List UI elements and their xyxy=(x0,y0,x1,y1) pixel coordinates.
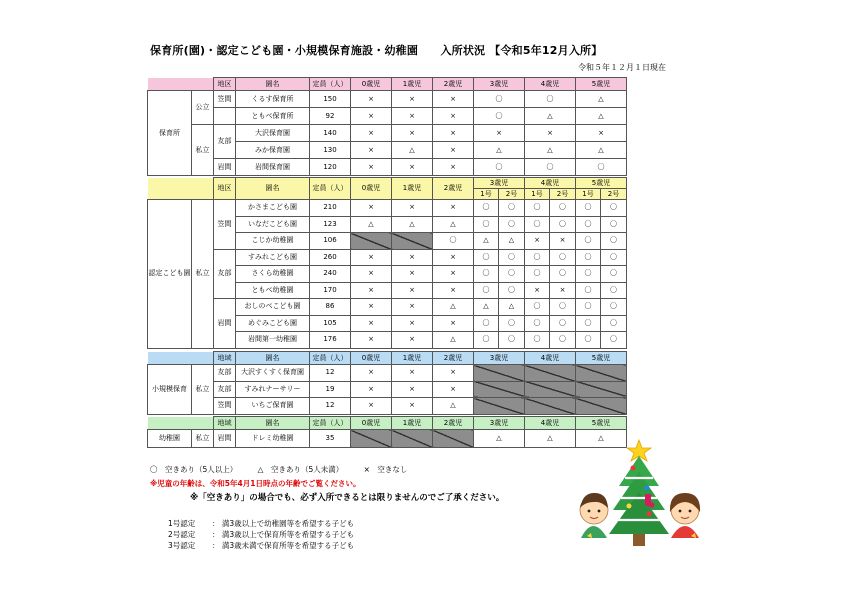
capacity-cell: 140 xyxy=(310,125,351,142)
boy-figure xyxy=(580,493,608,538)
status-cell: × xyxy=(351,299,392,316)
legend xyxy=(150,464,425,475)
header-row xyxy=(148,352,627,365)
header-name: 園名 xyxy=(236,78,310,91)
status-cell: 〇 xyxy=(550,266,576,283)
district-cell: 笠間 xyxy=(214,200,236,250)
capacity-cell: 105 xyxy=(310,315,351,332)
facility-name: いなだこども園 xyxy=(236,216,310,233)
status-cell: × xyxy=(392,200,433,217)
facility-name: ともべ保育所 xyxy=(236,108,310,125)
district-cell: 岩間 xyxy=(214,430,236,448)
status-cell: × xyxy=(576,125,627,142)
status-cell: 〇 xyxy=(601,282,627,299)
header-age1: 1歳児 xyxy=(392,78,433,91)
definition-label: 3号認定 xyxy=(168,541,196,550)
header-age2: 2歳児 xyxy=(433,78,474,91)
status-cell: 〇 xyxy=(576,233,601,250)
header-age5: 5歳児 xyxy=(576,78,627,91)
capacity-cell: 150 xyxy=(310,91,351,108)
girl-figure xyxy=(670,493,700,538)
status-cell: × xyxy=(351,315,392,332)
not-applicable-cell xyxy=(576,381,627,398)
not-applicable-cell xyxy=(433,430,474,448)
status-cell: 〇 xyxy=(550,249,576,266)
header-age4: 4歳児 xyxy=(525,417,576,430)
status-cell: △ xyxy=(474,142,525,159)
facility-name: かさまこども園 xyxy=(236,200,310,217)
not-applicable-cell xyxy=(525,381,576,398)
facility-name: ドレミ幼稚園 xyxy=(236,430,310,448)
status-cell: 〇 xyxy=(474,108,525,125)
status-cell: △ xyxy=(433,398,474,415)
header-age1: 1歳児 xyxy=(392,178,433,200)
definition-row xyxy=(168,529,354,540)
status-cell: 〇 xyxy=(474,282,499,299)
status-cell: × xyxy=(351,159,392,176)
definition-row xyxy=(168,518,354,529)
category-label: 小規模保育 xyxy=(148,365,192,415)
header-age5: 5歳児 xyxy=(576,178,627,189)
status-cell: × xyxy=(351,332,392,349)
facility-name: こじか幼稚園 xyxy=(236,233,310,250)
status-cell: × xyxy=(550,282,576,299)
facility-name: さくら幼稚園 xyxy=(236,266,310,283)
district-cell: 岩間 xyxy=(214,299,236,349)
definition-separator: ： xyxy=(212,530,220,539)
capacity-cell: 123 xyxy=(310,216,351,233)
facility-name: すみれこども園 xyxy=(236,249,310,266)
not-applicable-cell xyxy=(576,398,627,415)
table-row xyxy=(148,299,627,316)
status-cell: 〇 xyxy=(576,216,601,233)
status-cell: × xyxy=(351,282,392,299)
status-cell: × xyxy=(433,200,474,217)
status-cell: × xyxy=(351,142,392,159)
not-applicable-cell xyxy=(576,365,627,382)
table-row xyxy=(148,108,627,125)
header-name: 園名 xyxy=(236,178,310,200)
category-label: 保育所 xyxy=(148,91,192,176)
definition-label: 1号認定 xyxy=(168,519,196,528)
status-cell: × xyxy=(351,381,392,398)
status-cell: △ xyxy=(525,142,576,159)
facility-name: ともべ幼稚園 xyxy=(236,282,310,299)
definition-label: 2号認定 xyxy=(168,530,196,539)
header-g2: 2号 xyxy=(499,189,525,200)
table-row xyxy=(148,200,627,217)
not-applicable-cell xyxy=(392,430,433,448)
header-capacity: 定員（人） xyxy=(310,417,351,430)
facility-name: くるす保育所 xyxy=(236,91,310,108)
status-cell: 〇 xyxy=(474,249,499,266)
not-applicable-cell xyxy=(392,233,433,250)
header-g1: 1号 xyxy=(474,189,499,200)
status-cell: 〇 xyxy=(474,159,525,176)
header-age1: 1歳児 xyxy=(392,352,433,365)
status-cell: × xyxy=(392,159,433,176)
status-cell: 〇 xyxy=(474,332,499,349)
status-cell: 〇 xyxy=(550,332,576,349)
status-cell: 〇 xyxy=(499,332,525,349)
status-cell: △ xyxy=(576,91,627,108)
status-cell: × xyxy=(351,91,392,108)
status-cell: 〇 xyxy=(525,216,550,233)
header-age3: 3歳児 xyxy=(474,352,525,365)
facility-name: 大沢保育園 xyxy=(236,125,310,142)
not-applicable-cell xyxy=(525,398,576,415)
status-cell: 〇 xyxy=(601,332,627,349)
status-cell: 〇 xyxy=(525,91,576,108)
table-row xyxy=(148,398,627,415)
header-row xyxy=(148,78,627,91)
header-capacity: 定員（人） xyxy=(310,78,351,91)
ornament xyxy=(627,504,632,509)
header-age3: 3歳児 xyxy=(474,178,525,189)
ownership-label: 公立 xyxy=(192,91,214,125)
status-cell: 〇 xyxy=(550,216,576,233)
status-cell: 〇 xyxy=(550,299,576,316)
status-cell: 〇 xyxy=(550,200,576,217)
status-cell: △ xyxy=(433,299,474,316)
kodomoen-table xyxy=(147,177,627,349)
header-district: 地域 xyxy=(214,417,236,430)
status-cell: × xyxy=(433,365,474,382)
status-cell: △ xyxy=(525,430,576,448)
header-age2: 2歳児 xyxy=(433,352,474,365)
header-age4: 4歳児 xyxy=(525,78,576,91)
status-cell: × xyxy=(433,125,474,142)
facility-name: 岩間第一幼稚園 xyxy=(236,332,310,349)
district-cell: 友部 xyxy=(214,381,236,398)
status-cell: △ xyxy=(433,216,474,233)
status-cell: △ xyxy=(576,142,627,159)
facility-name: いちご保育園 xyxy=(236,398,310,415)
status-cell: × xyxy=(351,266,392,283)
status-cell: × xyxy=(351,108,392,125)
status-cell: 〇 xyxy=(499,200,525,217)
status-cell: △ xyxy=(576,108,627,125)
legend-circle: 〇 空きあり（5人以上） xyxy=(150,465,238,474)
category-label: 幼稚園 xyxy=(148,430,192,448)
ownership-label: 私立 xyxy=(192,125,214,176)
status-cell: × xyxy=(351,249,392,266)
status-cell: × xyxy=(433,266,474,283)
district-cell: 友部 xyxy=(214,249,236,299)
status-cell: × xyxy=(351,200,392,217)
status-cell: 〇 xyxy=(525,200,550,217)
status-cell: × xyxy=(433,91,474,108)
header-district: 地区 xyxy=(214,178,236,200)
status-cell: × xyxy=(392,249,433,266)
not-applicable-cell xyxy=(474,398,525,415)
ornament xyxy=(631,466,636,471)
capacity-cell: 240 xyxy=(310,266,351,283)
capacity-cell: 120 xyxy=(310,159,351,176)
status-cell: △ xyxy=(474,299,499,316)
table-row xyxy=(148,249,627,266)
status-cell: × xyxy=(351,398,392,415)
status-cell: 〇 xyxy=(601,216,627,233)
status-cell: △ xyxy=(474,430,525,448)
header-age1: 1歳児 xyxy=(392,417,433,430)
status-cell: 〇 xyxy=(499,216,525,233)
status-cell: 〇 xyxy=(474,200,499,217)
status-cell: 〇 xyxy=(525,315,550,332)
table-row xyxy=(148,381,627,398)
status-cell: 〇 xyxy=(576,282,601,299)
hoikusho-table xyxy=(147,77,627,176)
ownership-label: 私立 xyxy=(192,365,214,415)
status-cell: 〇 xyxy=(576,299,601,316)
status-cell: × xyxy=(392,266,433,283)
capacity-cell: 210 xyxy=(310,200,351,217)
status-cell: × xyxy=(392,125,433,142)
header-age5: 5歳児 xyxy=(576,352,627,365)
status-cell: 〇 xyxy=(601,266,627,283)
status-cell: × xyxy=(433,249,474,266)
ownership-label: 私立 xyxy=(192,200,214,349)
status-cell: × xyxy=(392,381,433,398)
facility-name: おしのべこども園 xyxy=(236,299,310,316)
status-cell: △ xyxy=(351,216,392,233)
capacity-cell: 35 xyxy=(310,430,351,448)
capacity-cell: 130 xyxy=(310,142,351,159)
status-cell: × xyxy=(351,365,392,382)
page-title: 保育所(園)・認定こども園・小規模保育施設・幼稚園 入所状況 【令和5年12月入所】 xyxy=(150,44,603,57)
status-cell: × xyxy=(392,365,433,382)
district-cell: 笠間 xyxy=(214,91,236,108)
capacity-cell: 106 xyxy=(310,233,351,250)
status-cell: × xyxy=(392,398,433,415)
table-row xyxy=(148,430,627,448)
status-cell: 〇 xyxy=(576,249,601,266)
facility-name: みか保育園 xyxy=(236,142,310,159)
shokibo-table xyxy=(147,351,627,415)
facility-name: 大沢すくすく保育園 xyxy=(236,365,310,382)
header-age2: 2歳児 xyxy=(433,417,474,430)
capacity-cell: 12 xyxy=(310,365,351,382)
christmas-tree-children-illustration xyxy=(575,438,705,550)
table-row xyxy=(148,91,627,108)
district-cell: 笠間 xyxy=(214,398,236,415)
legend-cross: × 空きなし xyxy=(363,465,408,474)
header-district: 地域 xyxy=(214,352,236,365)
status-cell: × xyxy=(351,125,392,142)
status-cell: 〇 xyxy=(474,216,499,233)
district-cell: 友部 xyxy=(214,125,236,159)
capacity-cell: 260 xyxy=(310,249,351,266)
header-age2: 2歳児 xyxy=(433,178,474,200)
header-age0: 0歳児 xyxy=(351,78,392,91)
header-age0: 0歳児 xyxy=(351,417,392,430)
yochien-table xyxy=(147,416,627,448)
status-cell: 〇 xyxy=(601,249,627,266)
definition-text: 満3歳以上で幼稚園等を希望する子ども xyxy=(221,519,355,528)
ownership-label: 私立 xyxy=(192,430,214,448)
not-applicable-cell xyxy=(525,365,576,382)
not-applicable-cell xyxy=(351,430,392,448)
status-cell: × xyxy=(433,315,474,332)
status-cell: 〇 xyxy=(499,315,525,332)
definition-separator: ： xyxy=(212,541,220,550)
header-age3: 3歳児 xyxy=(474,417,525,430)
status-cell: △ xyxy=(392,216,433,233)
ornament xyxy=(647,512,652,517)
as-of-date: 令和５年１２月１日現在 xyxy=(578,63,666,72)
status-cell: × xyxy=(433,108,474,125)
status-cell: 〇 xyxy=(601,299,627,316)
tree-trunk xyxy=(633,534,645,546)
disclaimer-note: ※「空きあり」の場合でも、必ず入所できるとは限りませんのでご了承ください。 xyxy=(190,493,505,503)
status-cell: 〇 xyxy=(576,332,601,349)
status-cell: 〇 xyxy=(525,249,550,266)
status-cell: × xyxy=(392,315,433,332)
status-cell: 〇 xyxy=(576,266,601,283)
facility-name: すみれナーサリー xyxy=(236,381,310,398)
status-cell: 〇 xyxy=(525,266,550,283)
status-cell: × xyxy=(550,233,576,250)
header-row xyxy=(148,178,627,189)
certification-definitions xyxy=(168,518,354,551)
status-cell: × xyxy=(525,125,576,142)
definition-text: 満3歳未満で保育所等を希望する子ども xyxy=(221,541,355,550)
status-cell: × xyxy=(433,282,474,299)
status-cell: △ xyxy=(499,299,525,316)
status-cell: × xyxy=(392,282,433,299)
district-cell xyxy=(214,108,236,125)
status-cell: × xyxy=(392,91,433,108)
status-cell: 〇 xyxy=(576,315,601,332)
status-cell: 〇 xyxy=(601,200,627,217)
legend-triangle: △ 空きあり（5人未満） xyxy=(257,465,344,474)
table-row xyxy=(148,125,627,142)
header-age5: 5歳児 xyxy=(576,417,627,430)
header-age0: 0歳児 xyxy=(351,178,392,200)
status-cell: 〇 xyxy=(601,233,627,250)
header-g2: 2号 xyxy=(601,189,627,200)
status-cell: × xyxy=(433,159,474,176)
capacity-cell: 92 xyxy=(310,108,351,125)
district-cell: 岩間 xyxy=(214,159,236,176)
capacity-cell: 170 xyxy=(310,282,351,299)
status-cell: 〇 xyxy=(601,315,627,332)
status-cell: × xyxy=(392,299,433,316)
status-cell: 〇 xyxy=(499,266,525,283)
capacity-cell: 176 xyxy=(310,332,351,349)
status-cell: △ xyxy=(499,233,525,250)
facility-name: 岩間保育園 xyxy=(236,159,310,176)
ornament xyxy=(645,486,650,491)
status-cell: △ xyxy=(433,332,474,349)
definition-separator: ： xyxy=(212,519,220,528)
not-applicable-cell xyxy=(474,381,525,398)
capacity-cell: 12 xyxy=(310,398,351,415)
status-cell: 〇 xyxy=(433,233,474,250)
status-cell: △ xyxy=(474,233,499,250)
header-age4: 4歳児 xyxy=(525,352,576,365)
capacity-cell: 86 xyxy=(310,299,351,316)
age-note: ※児童の年齢は、令和5年4月1日時点の年齢でご覧ください。 xyxy=(150,479,361,488)
header-capacity: 定員（人） xyxy=(310,178,351,200)
header-name: 園名 xyxy=(236,352,310,365)
status-cell: × xyxy=(392,108,433,125)
status-cell: × xyxy=(433,142,474,159)
table-row xyxy=(148,159,627,176)
header-age4: 4歳児 xyxy=(525,178,576,189)
status-cell: △ xyxy=(392,142,433,159)
status-cell: × xyxy=(392,332,433,349)
header-g2: 2号 xyxy=(550,189,576,200)
header-row xyxy=(148,417,627,430)
header-district: 地区 xyxy=(214,78,236,91)
status-cell: × xyxy=(525,233,550,250)
status-cell: 〇 xyxy=(525,332,550,349)
status-cell: × xyxy=(433,381,474,398)
not-applicable-cell xyxy=(474,365,525,382)
definition-text: 満3歳以上で保育所等を希望する子ども xyxy=(221,530,355,539)
status-cell: × xyxy=(474,125,525,142)
header-age3: 3歳児 xyxy=(474,78,525,91)
status-cell: 〇 xyxy=(525,299,550,316)
status-cell: △ xyxy=(576,430,627,448)
definition-row xyxy=(168,540,354,551)
status-cell: 〇 xyxy=(474,266,499,283)
status-cell: × xyxy=(525,282,550,299)
header-name: 園名 xyxy=(236,417,310,430)
district-cell: 友部 xyxy=(214,365,236,382)
header-g1: 1号 xyxy=(525,189,550,200)
status-cell: 〇 xyxy=(474,315,499,332)
not-applicable-cell xyxy=(351,233,392,250)
status-cell: 〇 xyxy=(499,249,525,266)
table-row xyxy=(148,365,627,382)
status-cell: △ xyxy=(525,108,576,125)
header-capacity: 定員（人） xyxy=(310,352,351,365)
status-cell: 〇 xyxy=(550,315,576,332)
category-label: 認定こども園 xyxy=(148,200,192,349)
header-age0: 0歳児 xyxy=(351,352,392,365)
status-cell: 〇 xyxy=(499,282,525,299)
status-cell: 〇 xyxy=(474,91,525,108)
status-cell: 〇 xyxy=(576,159,627,176)
status-cell: 〇 xyxy=(525,159,576,176)
facility-name: めぐみこども園 xyxy=(236,315,310,332)
capacity-cell: 19 xyxy=(310,381,351,398)
status-cell: 〇 xyxy=(576,200,601,217)
header-g1: 1号 xyxy=(576,189,601,200)
